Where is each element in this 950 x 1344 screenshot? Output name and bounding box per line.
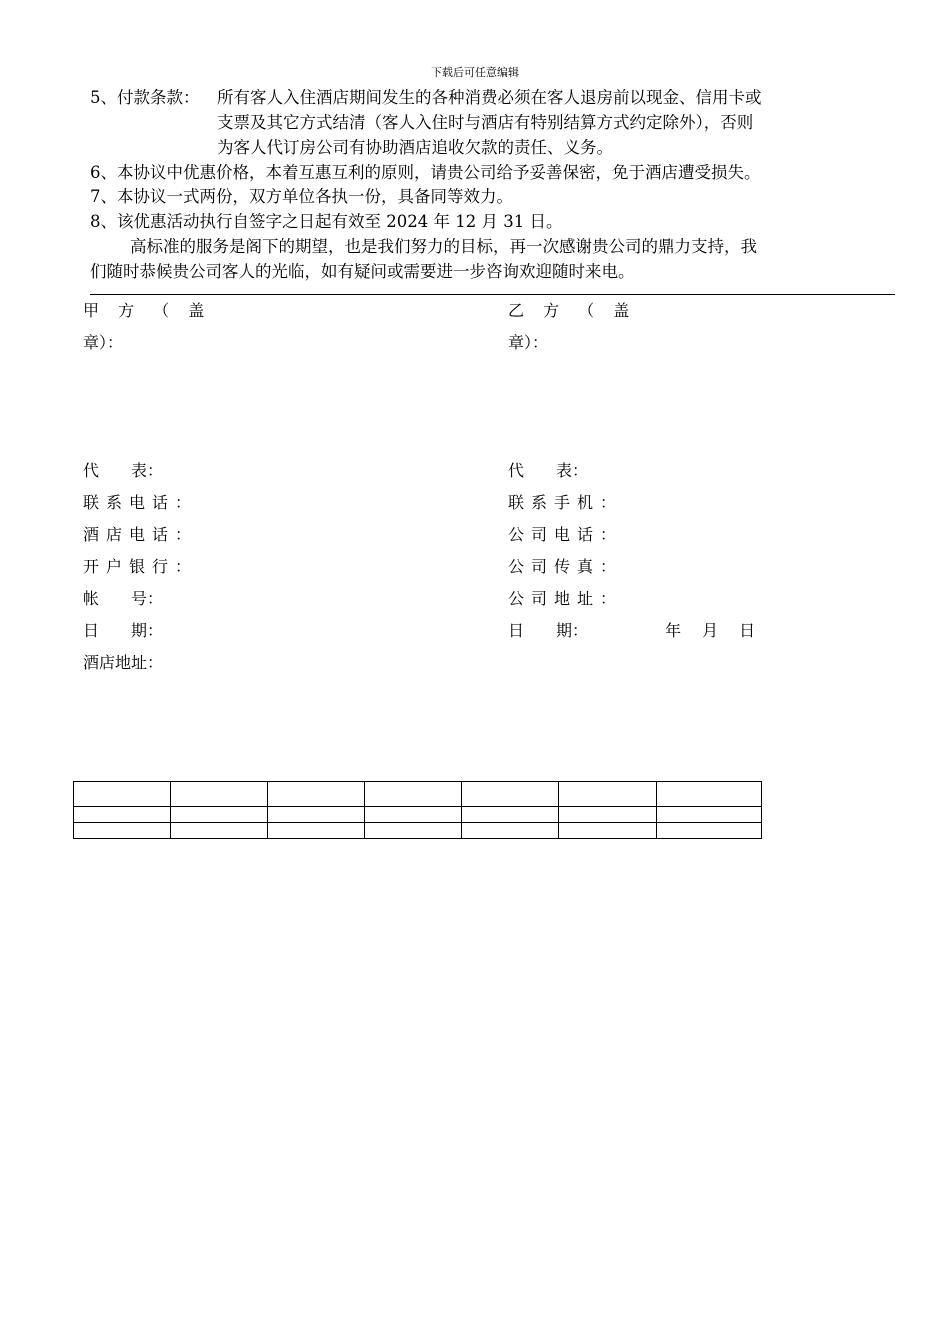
party-b-company-phone: 公司电话： <box>508 525 624 544</box>
clause-5-line-1: 所有客人入住酒店期间发生的各种消费必须在客人退房前以现金、信用卡或 <box>217 88 762 107</box>
table-cell <box>657 807 762 823</box>
table-cell <box>462 782 559 807</box>
party-a-contact-phone: 联系电话： <box>83 493 199 512</box>
table-row <box>74 807 762 823</box>
party-b-company-address: 公司地址： <box>508 589 624 608</box>
party-a-bank: 开户银行： <box>83 557 199 576</box>
table-row <box>74 823 762 839</box>
clause-6: 6、本协议中优惠价格，本着互惠互利的原则，请贵公司给予妥善保密，免于酒店遭受损失。 <box>90 163 761 182</box>
table-cell <box>74 807 171 823</box>
download-note: 下载后可任意编辑 <box>431 66 519 79</box>
closing-line-2: 们随时恭候贵公司客人的光临，如有疑问或需要进一步咨询欢迎随时来电。 <box>90 262 635 281</box>
party-a-seal-line-1: 甲 方 （ 盖 <box>83 301 212 320</box>
party-a-account: 帐 号： <box>83 589 164 608</box>
clause-5-line-3: 为客人代订房公司有协助酒店追收欠款的责任、义务。 <box>217 138 613 157</box>
table-cell <box>171 807 268 823</box>
table-row <box>74 782 762 807</box>
party-a-date: 日 期： <box>83 621 164 640</box>
table-cell <box>559 807 657 823</box>
clause-5-line-2: 支票及其它方式结清（客人入住时与酒店有特别结算方式约定除外），否则 <box>217 113 754 132</box>
section-divider <box>90 294 895 295</box>
party-a-hotel-phone: 酒店电话： <box>83 525 199 544</box>
table-cell <box>171 823 268 839</box>
table-cell <box>559 782 657 807</box>
table-cell <box>657 782 762 807</box>
table-cell <box>462 807 559 823</box>
table-cell <box>268 782 365 807</box>
table-cell <box>462 823 559 839</box>
table-cell <box>74 823 171 839</box>
table-cell <box>365 823 462 839</box>
party-b-seal-line-1: 乙 方 （ 盖 <box>508 301 637 320</box>
table-cell <box>268 807 365 823</box>
table-cell <box>171 782 268 807</box>
table-cell <box>559 823 657 839</box>
table-cell <box>74 782 171 807</box>
party-b-mobile: 联系手机： <box>508 493 624 512</box>
clause-8: 8、该优惠活动执行自签字之日起有效至 2024 年 12 月 31 日。 <box>90 212 563 231</box>
party-b-company-fax: 公司传真： <box>508 557 624 576</box>
party-a-representative: 代 表： <box>83 461 164 480</box>
party-b-date: 日 期： <box>508 621 589 640</box>
party-a-hotel-address: 酒店地址： <box>83 653 164 672</box>
blank-table <box>73 781 762 839</box>
party-b-date-fields: 年 月 日 <box>665 621 756 640</box>
party-b-representative: 代 表： <box>508 461 589 480</box>
closing-line-1: 高标准的服务是阁下的期望，也是我们努力的目标，再一次感谢贵公司的鼎力支持，我 <box>130 237 757 256</box>
table-cell <box>268 823 365 839</box>
clause-5-label: 5、付款条款： <box>90 88 200 107</box>
party-a-seal-line-2: 章）： <box>83 333 124 352</box>
clause-7: 7、本协议一式两份，双方单位各执一份，具备同等效力。 <box>90 187 513 206</box>
party-b-seal-line-2: 章）： <box>508 333 549 352</box>
table-cell <box>657 823 762 839</box>
table-cell <box>365 807 462 823</box>
table-cell <box>365 782 462 807</box>
